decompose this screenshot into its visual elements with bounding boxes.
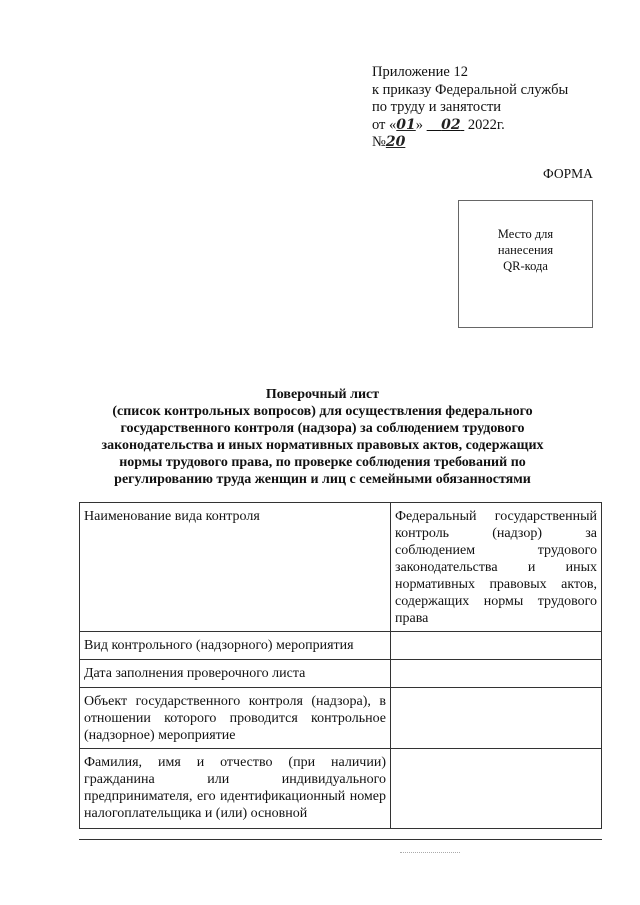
qr-placeholder-text xyxy=(459,226,592,274)
checklist-info-table xyxy=(79,502,602,829)
qr-code-placeholder xyxy=(458,200,593,328)
title-line-2: (список контрольных вопросов) для осуществления федерального xyxy=(112,404,533,419)
row-label: Объект государственного контроля (надзора), в отношении которого проводится контрольное (надзорное) мероприятие xyxy=(80,688,391,749)
row-value-field[interactable] xyxy=(391,688,602,749)
qr-line-3: QR-кода xyxy=(503,259,548,273)
forma-label: ФОРМА xyxy=(543,166,593,181)
date-prefix: от « xyxy=(372,116,397,133)
appendix-number xyxy=(372,134,568,152)
table-row xyxy=(80,749,602,829)
title-line-5: нормы трудового права, по проверке соблюдения требований по xyxy=(119,455,526,470)
qr-line-2: нанесения xyxy=(497,243,554,257)
title-line-4: законодательства и иных нормативных правовых актов, содержащих xyxy=(101,438,544,453)
date-day: 01 xyxy=(396,116,416,133)
appendix-line-3: по труду и занятости xyxy=(372,99,502,115)
date-mid: » xyxy=(415,116,427,133)
row-value-field[interactable] xyxy=(391,632,602,660)
qr-line-1: Место для xyxy=(497,227,554,241)
date-month-blank xyxy=(427,117,465,133)
table-row xyxy=(80,632,602,660)
row-label: Фамилия, имя и отчество (при наличии) гражданина или индивидуального предпринимателя, его идентификационный номер налогоплательщика и (или) основной xyxy=(80,749,391,829)
row-label: Наименование вида контроля xyxy=(80,503,391,632)
row-value: Федеральный государственный контроль (надзор) за соблюдением трудового законодательства и иных нормативных правовых актов, содержащих нормы трудового права xyxy=(391,503,602,632)
date-suffix: г. xyxy=(496,116,505,133)
row-value-field[interactable] xyxy=(391,749,602,829)
number-prefix: № xyxy=(372,134,386,150)
row-label: Вид контрольного (надзорного) мероприятия xyxy=(80,632,391,660)
table-row xyxy=(80,503,602,632)
appendix-header xyxy=(372,64,568,152)
row-value-field[interactable] xyxy=(391,660,602,688)
date-month: 02 xyxy=(441,116,461,133)
title-line-3: государственного контроля (надзора) за соблюдением трудового xyxy=(120,421,525,436)
row-label: Дата заполнения проверочного листа xyxy=(80,660,391,688)
table-row xyxy=(80,660,602,688)
table-row xyxy=(80,688,602,749)
appendix-line-2: к приказу Федеральной службы xyxy=(372,81,569,98)
appendix-line-1: Приложение 12 xyxy=(372,64,468,80)
date-year: 2022 xyxy=(464,116,497,133)
title-line-1: Поверочный лист xyxy=(265,387,380,402)
page-cut-divider xyxy=(79,839,602,840)
title-line-6: регулированию труда женщин и лиц с семейными обязанностями xyxy=(114,472,531,487)
scan-artifact xyxy=(400,852,460,854)
order-number: 20 xyxy=(385,134,406,150)
document-title xyxy=(95,386,550,488)
appendix-date xyxy=(372,117,568,135)
